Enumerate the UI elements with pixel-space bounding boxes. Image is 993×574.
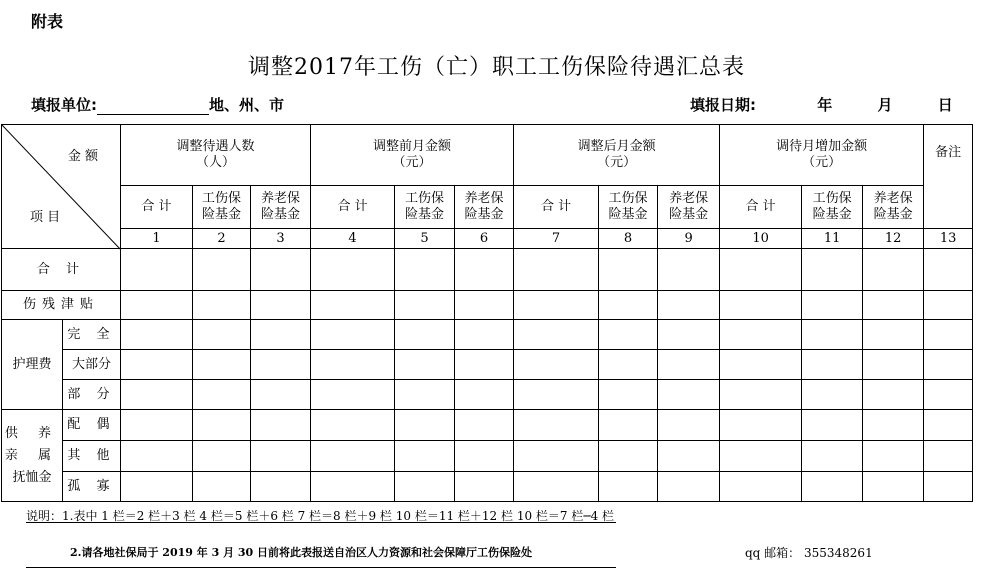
data-cell[interactable]	[863, 291, 924, 320]
row-label-disability: 伤残津贴	[2, 291, 121, 320]
table-row	[2, 472, 973, 502]
row-label-dep-orphan: 孤 寡	[63, 472, 121, 502]
data-cell[interactable]	[121, 472, 193, 502]
data-cell[interactable]	[395, 472, 455, 502]
data-cell[interactable]	[121, 291, 193, 320]
row-label-dep-other: 其 他	[63, 441, 121, 472]
divider-line	[26, 522, 616, 523]
data-cell[interactable]	[193, 291, 251, 320]
col-number: 1	[121, 229, 193, 249]
row-label-nursing: 护理费	[2, 320, 63, 410]
data-cell[interactable]	[121, 380, 193, 410]
data-cell[interactable]	[395, 249, 455, 291]
data-cell[interactable]	[251, 472, 311, 502]
col-number: 13	[924, 229, 973, 249]
table-row	[2, 350, 973, 380]
date-year: 年	[817, 96, 833, 114]
data-cell[interactable]	[395, 380, 455, 410]
corner-amount-label: 金 额	[67, 149, 98, 164]
data-cell[interactable]	[599, 380, 658, 410]
fill-unit-suffix: 地、州、市	[209, 96, 285, 114]
qq-email: qq 邮箱： 355348261	[745, 546, 873, 560]
data-cell[interactable]	[121, 441, 193, 472]
data-cell[interactable]	[863, 320, 924, 350]
data-cell[interactable]	[720, 350, 802, 380]
sub-total: 合 计	[514, 186, 599, 229]
fill-date-label: 填报日期:	[690, 96, 756, 114]
date-day: 日	[937, 96, 953, 114]
data-cell[interactable]	[720, 472, 802, 502]
data-cell[interactable]	[658, 291, 720, 320]
col-number: 9	[658, 229, 720, 249]
column-number-row	[2, 229, 973, 249]
data-cell[interactable]	[599, 441, 658, 472]
data-cell[interactable]	[121, 410, 193, 441]
data-cell[interactable]	[599, 249, 658, 291]
col-number: 12	[863, 229, 924, 249]
summary-table	[1, 124, 973, 502]
data-cell[interactable]	[395, 410, 455, 441]
data-cell[interactable]	[514, 472, 599, 502]
data-cell[interactable]	[658, 249, 720, 291]
data-cell[interactable]	[455, 441, 514, 472]
sub-pension-fund: 养老保 险基金	[455, 186, 514, 229]
data-cell[interactable]	[251, 320, 311, 350]
data-cell[interactable]	[311, 249, 395, 291]
date-month: 月	[877, 96, 893, 114]
table-row	[2, 410, 973, 441]
data-cell[interactable]	[863, 380, 924, 410]
data-cell[interactable]	[720, 441, 802, 472]
data-cell[interactable]	[121, 320, 193, 350]
sub-injury-fund: 工伤保 险基金	[193, 186, 251, 229]
data-cell[interactable]	[720, 320, 802, 350]
data-cell[interactable]	[924, 380, 973, 410]
data-cell[interactable]	[395, 291, 455, 320]
col-number: 11	[802, 229, 863, 249]
data-cell[interactable]	[802, 441, 863, 472]
data-cell[interactable]	[251, 291, 311, 320]
data-cell[interactable]	[658, 320, 720, 350]
data-cell[interactable]	[802, 291, 863, 320]
note-formula: 说明：1.表中 1 栏＝2 栏＋3 栏 4 栏＝5 栏＋6 栏 7 栏＝8 栏＋9 栏 10 栏＝11 栏＋12 栏 10 栏＝7 栏─4 栏	[26, 509, 615, 523]
data-cell[interactable]	[863, 472, 924, 502]
page-title: 调整2017年工伤（亡）职工工伤保险待遇汇总表	[248, 55, 745, 80]
sub-injury-fund: 工伤保 险基金	[802, 186, 863, 229]
data-cell[interactable]	[658, 350, 720, 380]
sub-total: 合 计	[720, 186, 802, 229]
sub-injury-fund: 工伤保 险基金	[599, 186, 658, 229]
table-row	[2, 380, 973, 410]
data-cell[interactable]	[863, 410, 924, 441]
data-cell[interactable]	[311, 350, 395, 380]
fill-date-row	[690, 94, 953, 115]
data-cell[interactable]	[720, 410, 802, 441]
data-cell[interactable]	[514, 249, 599, 291]
divider-line	[26, 567, 616, 568]
col-number: 10	[720, 229, 802, 249]
data-cell[interactable]	[802, 472, 863, 502]
data-cell[interactable]	[251, 380, 311, 410]
data-cell[interactable]	[802, 410, 863, 441]
table-row	[2, 291, 973, 320]
col-number: 6	[455, 229, 514, 249]
data-cell[interactable]	[311, 380, 395, 410]
data-cell[interactable]	[193, 410, 251, 441]
col-number: 2	[193, 229, 251, 249]
note-deadline: 2.请各地社保局于 2019 年 3 月 30 日前将此表报送自治区人力资源和社会保障厅工伤保险处	[70, 546, 533, 559]
sub-injury-fund: 工伤保 险基金	[395, 186, 455, 229]
data-cell[interactable]	[514, 410, 599, 441]
sub-total: 合 计	[311, 186, 395, 229]
data-cell[interactable]	[802, 320, 863, 350]
data-cell[interactable]	[924, 291, 973, 320]
col-number: 3	[251, 229, 311, 249]
data-cell[interactable]	[658, 441, 720, 472]
data-cell[interactable]	[802, 249, 863, 291]
row-label-nursing-part: 部 分	[63, 380, 121, 410]
row-label-total: 合 计	[2, 249, 121, 291]
table-row	[2, 320, 973, 350]
data-cell[interactable]	[599, 472, 658, 502]
data-cell[interactable]	[251, 249, 311, 291]
fill-unit-blank[interactable]	[97, 98, 209, 115]
col-number: 4	[311, 229, 395, 249]
data-cell[interactable]	[514, 350, 599, 380]
group-header-count: 调整待遇人数 （人）	[121, 125, 311, 186]
data-cell[interactable]	[863, 441, 924, 472]
sub-total: 合 计	[121, 186, 193, 229]
data-cell[interactable]	[514, 441, 599, 472]
data-cell[interactable]	[251, 350, 311, 380]
data-cell[interactable]	[802, 380, 863, 410]
data-cell[interactable]	[863, 249, 924, 291]
data-cell[interactable]	[395, 350, 455, 380]
corner-diagonal-cell	[2, 125, 121, 249]
data-cell[interactable]	[193, 350, 251, 380]
data-cell[interactable]	[514, 380, 599, 410]
table-row	[2, 249, 973, 291]
sub-pension-fund: 养老保 险基金	[658, 186, 720, 229]
group-header-before: 调整前月金额 （元）	[311, 125, 514, 186]
data-cell[interactable]	[193, 320, 251, 350]
data-cell[interactable]	[121, 350, 193, 380]
group-header-increase: 调待月增加金额 （元）	[720, 125, 924, 186]
data-cell[interactable]	[193, 472, 251, 502]
data-cell[interactable]	[599, 320, 658, 350]
data-cell[interactable]	[311, 320, 395, 350]
corner-item-label: 项 目	[30, 210, 61, 225]
data-cell[interactable]	[863, 350, 924, 380]
data-cell[interactable]	[193, 380, 251, 410]
row-label-nursing-full: 完 全	[63, 320, 121, 350]
data-cell[interactable]	[193, 441, 251, 472]
data-cell[interactable]	[311, 472, 395, 502]
data-cell[interactable]	[720, 291, 802, 320]
data-cell[interactable]	[455, 320, 514, 350]
data-cell[interactable]	[311, 441, 395, 472]
row-label-dep-spouse: 配 偶	[63, 410, 121, 441]
col-number: 5	[395, 229, 455, 249]
data-cell[interactable]	[455, 410, 514, 441]
data-cell[interactable]	[720, 249, 802, 291]
col-number: 7	[514, 229, 599, 249]
fill-unit-label: 填报单位:	[31, 96, 97, 114]
data-cell[interactable]	[455, 291, 514, 320]
data-cell[interactable]	[395, 320, 455, 350]
data-cell[interactable]	[720, 380, 802, 410]
data-cell[interactable]	[514, 320, 599, 350]
data-cell[interactable]	[455, 350, 514, 380]
data-cell[interactable]	[311, 410, 395, 441]
col-number: 8	[599, 229, 658, 249]
data-cell[interactable]	[455, 380, 514, 410]
data-cell[interactable]	[599, 410, 658, 441]
data-cell[interactable]	[599, 291, 658, 320]
data-cell[interactable]	[599, 350, 658, 380]
data-cell[interactable]	[251, 410, 311, 441]
data-cell[interactable]	[802, 350, 863, 380]
data-cell[interactable]	[311, 291, 395, 320]
data-cell[interactable]	[924, 350, 973, 380]
data-cell[interactable]	[514, 291, 599, 320]
data-cell[interactable]	[121, 249, 193, 291]
data-cell[interactable]	[193, 249, 251, 291]
table-row	[2, 441, 973, 472]
attachment-label: 附表	[31, 12, 64, 31]
data-cell[interactable]	[251, 441, 311, 472]
group-header-after: 调整后月金额 （元）	[514, 125, 720, 186]
data-cell[interactable]	[455, 249, 514, 291]
data-cell[interactable]	[924, 249, 973, 291]
fill-unit-row	[31, 94, 284, 115]
data-cell[interactable]	[395, 441, 455, 472]
data-cell[interactable]	[658, 380, 720, 410]
row-label-dependent: 供 养 亲 属 抚恤金	[2, 410, 63, 502]
sub-pension-fund: 养老保 险基金	[251, 186, 311, 229]
data-cell[interactable]	[924, 441, 973, 472]
diagonal-line	[2, 125, 121, 250]
data-cell[interactable]	[924, 320, 973, 350]
row-label-nursing-most: 大部分	[63, 350, 121, 380]
data-cell[interactable]	[658, 472, 720, 502]
sub-pension-fund: 养老保 险基金	[863, 186, 924, 229]
data-cell[interactable]	[924, 410, 973, 441]
data-cell[interactable]	[455, 472, 514, 502]
data-cell[interactable]	[658, 410, 720, 441]
data-cell[interactable]	[924, 472, 973, 502]
remark-header: 备注	[924, 125, 973, 229]
